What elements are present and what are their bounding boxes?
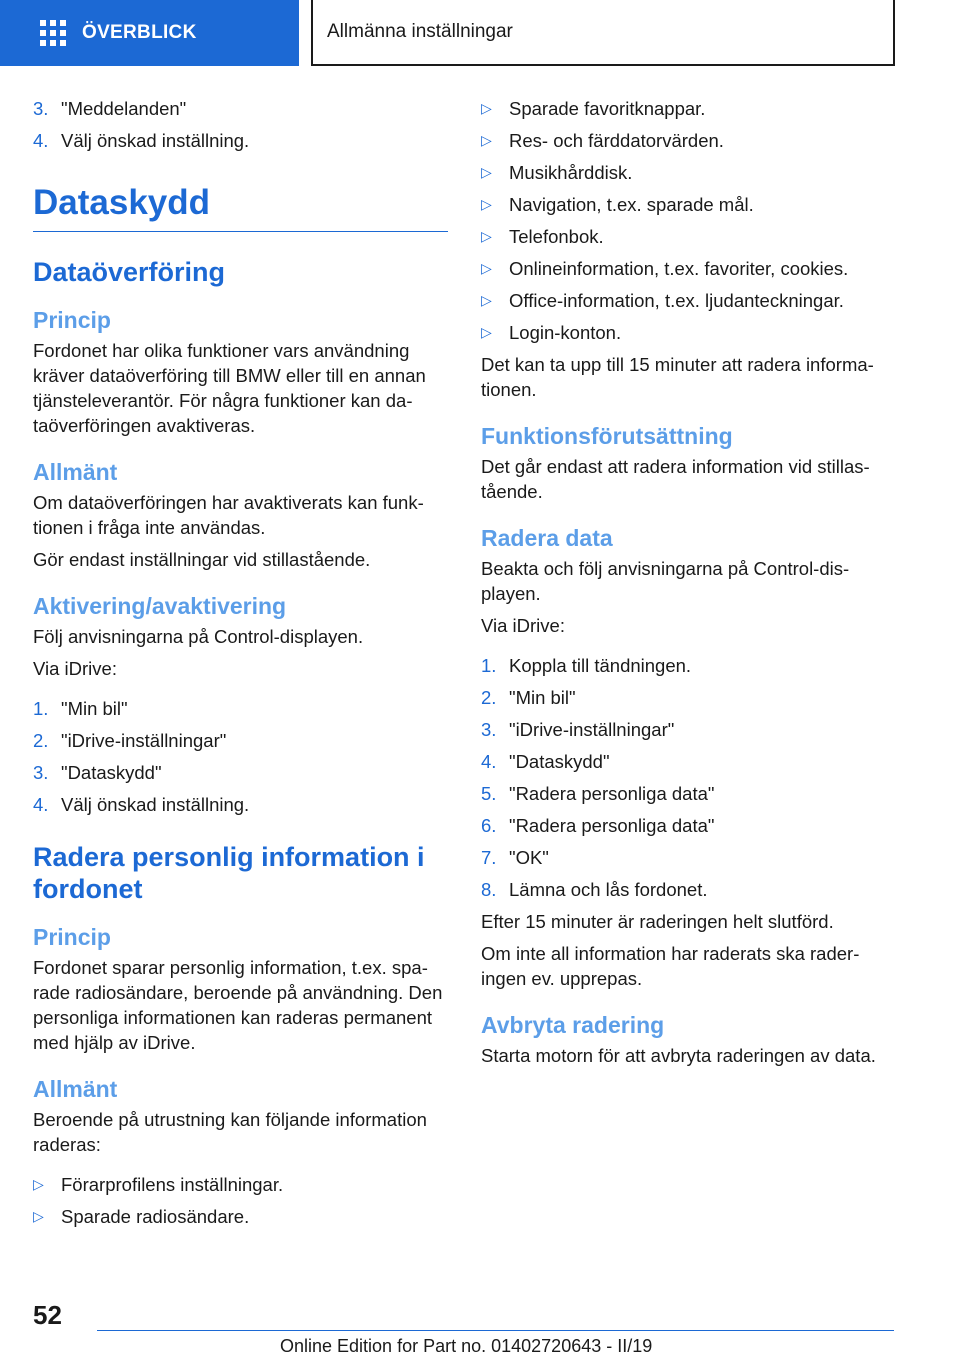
bullet-text: Onlineinformation, t.ex. favoriter, cookies. <box>509 258 849 279</box>
list-item <box>481 224 891 249</box>
grid-icon <box>40 20 66 46</box>
subsection-heading: Allmänt <box>33 459 118 485</box>
step-text: Lämna och lås fordonet. <box>509 879 708 900</box>
step-number: 4. <box>481 751 497 772</box>
paragraph: Följ anvisningarna på Control-displayen. <box>33 626 364 647</box>
bullet-text: Telefonbok. <box>509 226 604 247</box>
step-number: 8. <box>481 879 497 900</box>
paragraph: Via iDrive: <box>481 615 565 636</box>
paragraph: Gör endast inställningar vid stillastående. <box>33 549 371 570</box>
bullet-text: Navigation, t.ex. sparade mål. <box>509 194 754 215</box>
triangle-right-icon: ▷ <box>481 228 492 244</box>
paragraph: Fordonet sparar personlig information, t.ex. sparade radiosändare, beroende på användning. Den personliga informationen kan raderas permanent med hjälp av iDrive. <box>33 957 443 1053</box>
section-tab[interactable] <box>311 0 895 66</box>
step-number: 7. <box>481 847 497 868</box>
list-item <box>481 653 891 678</box>
triangle-right-icon: ▷ <box>481 324 492 340</box>
step-text: "Min bil" <box>61 698 128 719</box>
step-number: 2. <box>33 730 49 751</box>
list-item <box>481 320 891 345</box>
triangle-right-icon: ▷ <box>481 196 492 212</box>
subsection-heading: Avbryta radering <box>481 1012 665 1038</box>
paragraph: Fordonet har olika funktioner vars användning kräver dataöverföring till BMW eller till en annan tjänsteleverantör. För några funktioner kan dataöverföringen avaktiveras. <box>33 340 426 436</box>
step-text: "Min bil" <box>509 687 576 708</box>
subsection-heading: Funktionsförutsättning <box>481 423 733 449</box>
section-heading: Dataöverföring <box>33 257 226 287</box>
section-heading: Radera personlig information i fordonet <box>33 842 425 904</box>
step-text: "OK" <box>509 847 549 868</box>
footer-divider <box>97 1330 894 1331</box>
step-text: "Dataskydd" <box>61 762 162 783</box>
list-item <box>481 256 891 281</box>
paragraph: Om inte all information har raderats ska raderingen ev. upprepas. <box>481 943 860 989</box>
list-item <box>33 696 448 721</box>
left-column <box>33 96 448 1236</box>
step-number: 2. <box>481 687 497 708</box>
step-number: 4. <box>33 130 49 151</box>
triangle-right-icon: ▷ <box>481 260 492 276</box>
step-number: 3. <box>33 762 49 783</box>
triangle-right-icon: ▷ <box>33 1208 44 1224</box>
list-item <box>481 717 891 742</box>
bullet-text: Sparade radiosändare. <box>61 1206 250 1227</box>
paragraph: Beakta och följ anvisningarna på Control-displayen. <box>481 558 850 604</box>
triangle-right-icon: ▷ <box>481 100 492 116</box>
paragraph: Efter 15 minuter är raderingen helt slutförd. <box>481 911 834 932</box>
step-number: 1. <box>33 698 49 719</box>
list-item <box>33 1204 448 1229</box>
list-item <box>481 845 891 870</box>
bullet-text: Office-information, t.ex. ljudanteckningar. <box>509 290 844 311</box>
list-item <box>33 1172 448 1197</box>
page-number: 52 <box>33 1300 62 1330</box>
subsection-heading: Princip <box>33 307 111 333</box>
list-item <box>481 288 891 313</box>
triangle-right-icon: ▷ <box>481 132 492 148</box>
step-text: "iDrive-inställningar" <box>509 719 675 740</box>
right-column <box>481 96 891 1075</box>
paragraph: Om dataöverföringen har avaktiverats kan funktionen i fråga inte användas. <box>33 492 424 538</box>
triangle-right-icon: ▷ <box>481 164 492 180</box>
subsection-heading: Princip <box>33 924 111 950</box>
chapter-heading: Dataskydd <box>33 183 448 232</box>
section-tab-label: Allmänna inställningar <box>327 21 513 42</box>
list-item <box>481 96 891 121</box>
list-item <box>481 192 891 217</box>
step-text: "Radera personliga data" <box>509 815 715 836</box>
overview-tab[interactable] <box>0 0 299 66</box>
subsection-heading: Allmänt <box>33 1076 118 1102</box>
list-item <box>33 792 448 817</box>
list-item <box>33 728 448 753</box>
list-item <box>481 813 891 838</box>
list-item <box>481 160 891 185</box>
list-item <box>481 749 891 774</box>
list-item <box>33 128 448 153</box>
triangle-right-icon: ▷ <box>33 1176 44 1192</box>
paragraph: Via iDrive: <box>33 658 117 679</box>
step-number: 5. <box>481 783 497 804</box>
step-text: Välj önskad inställning. <box>61 130 250 151</box>
step-text: "Dataskydd" <box>509 751 610 772</box>
bullet-text: Musikhårddisk. <box>509 162 633 183</box>
paragraph: Det går endast att radera information vid stillastående. <box>481 456 870 502</box>
paragraph: Starta motorn för att avbryta raderingen av data. <box>481 1045 876 1066</box>
bullet-text: Förarprofilens inställningar. <box>61 1174 284 1195</box>
overview-tab-label: ÖVERBLICK <box>82 22 197 43</box>
step-text: "iDrive-inställningar" <box>61 730 227 751</box>
step-text: Välj önskad inställning. <box>61 794 250 815</box>
step-number: 3. <box>33 98 49 119</box>
triangle-right-icon: ▷ <box>481 292 492 308</box>
paragraph: Det kan ta upp till 15 minuter att radera informationen. <box>481 354 874 400</box>
step-number: 3. <box>481 719 497 740</box>
bullet-text: Login-konton. <box>509 322 622 343</box>
list-item <box>481 685 891 710</box>
list-item <box>33 96 448 121</box>
bullet-text: Sparade favoritknappar. <box>509 98 706 119</box>
page-header <box>0 0 960 66</box>
step-number: 1. <box>481 655 497 676</box>
step-text: "Radera personliga data" <box>509 783 715 804</box>
list-item <box>33 760 448 785</box>
bullet-text: Res- och färddatorvärden. <box>509 130 724 151</box>
step-number: 4. <box>33 794 49 815</box>
paragraph: Beroende på utrustning kan följande information raderas: <box>33 1109 427 1155</box>
step-text: Koppla till tändningen. <box>509 655 692 676</box>
list-item <box>481 877 891 902</box>
subsection-heading: Radera data <box>481 525 613 551</box>
step-number: 6. <box>481 815 497 836</box>
step-text: "Meddelanden" <box>61 98 187 119</box>
footer-edition-text: Online Edition for Part no. 01402720643 - II/19 <box>280 1336 653 1356</box>
subsection-heading: Aktivering/avaktivering <box>33 593 287 619</box>
list-item <box>481 128 891 153</box>
list-item <box>481 781 891 806</box>
